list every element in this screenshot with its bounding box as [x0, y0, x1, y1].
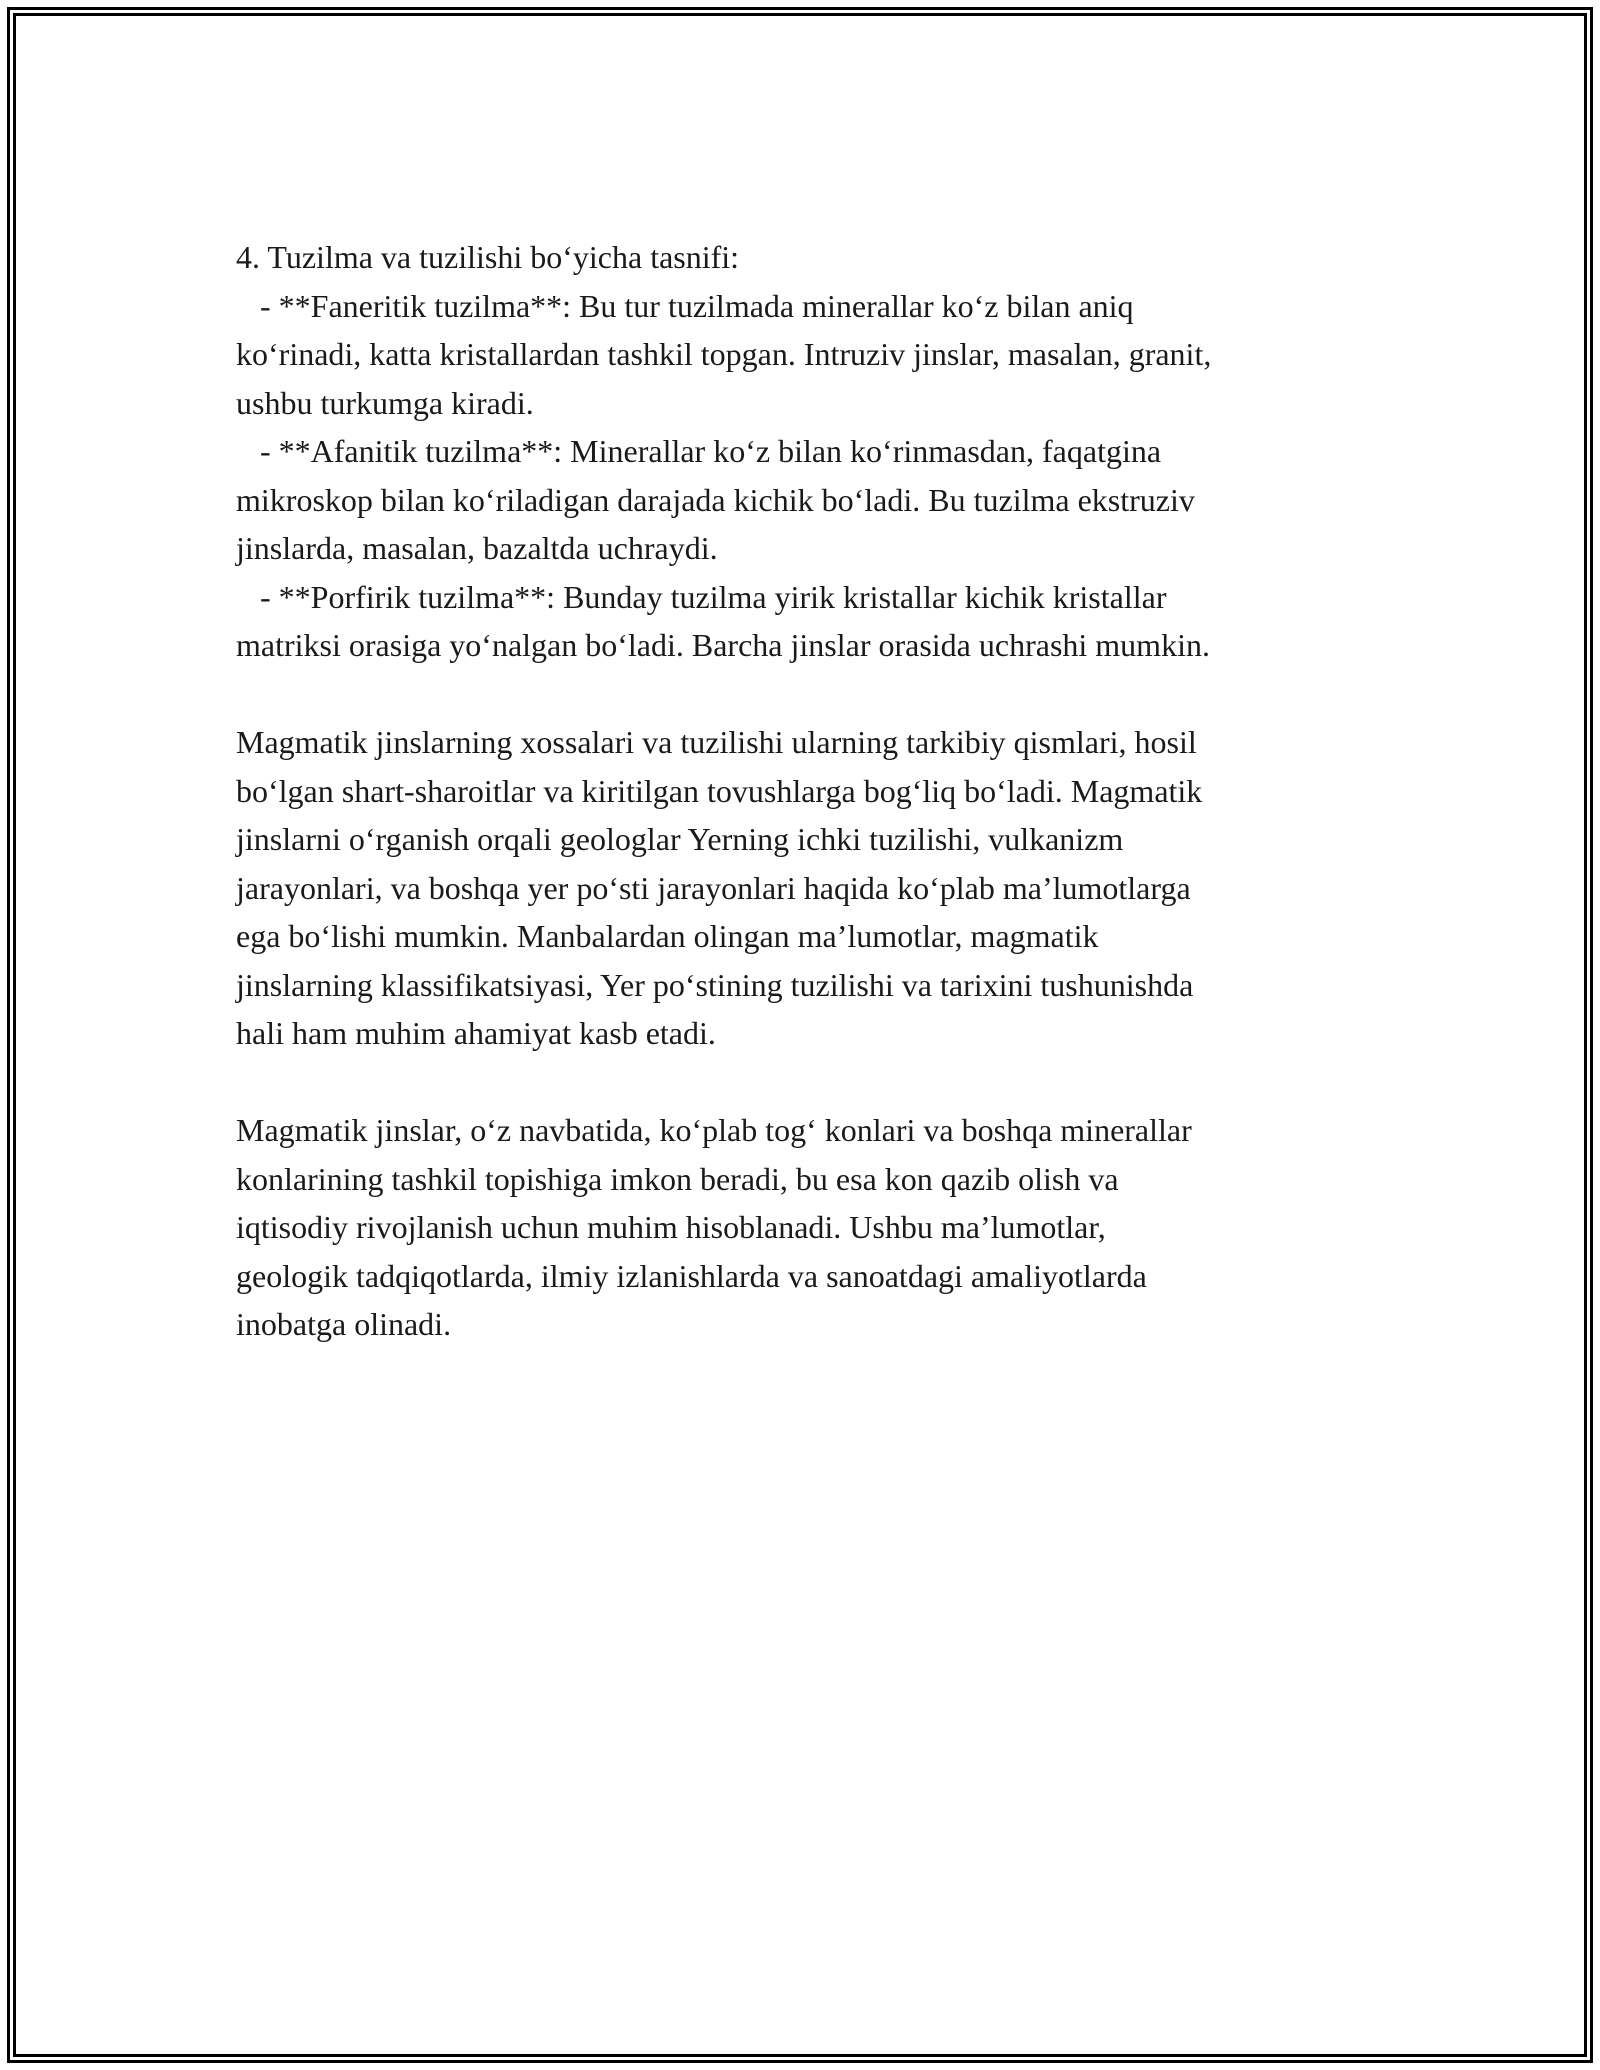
document-body: [236, 233, 1366, 1349]
text-line: jarayonlari, va boshqa yer po‘sti jarayonlari haqida ko‘plab ma’lumotlarga: [236, 869, 1191, 906]
text-line: jinslarni o‘rganish orqali geologlar Yerning ichki tuzilishi, vulkanizm: [236, 821, 1124, 857]
text-line: - **Faneritik tuzilma**: Bu tur tuzilmada minerallar ko‘z bilan aniq: [236, 287, 1134, 324]
text-line: matriksi orasiga yo‘nalgan bo‘ladi. Barcha jinslar orasida uchrashi mumkin.: [236, 627, 1210, 663]
paragraph-gap: [236, 670, 1366, 719]
text-line: ko‘rinadi, katta kristallardan tashkil topgan. Intruziv jinslar, masalan, granit,: [236, 336, 1212, 372]
text-line: mikroskop bilan ko‘riladigan darajada kichik bo‘ladi. Bu tuzilma ekstruziv: [236, 481, 1195, 518]
text-line: hali ham muhim ahamiyat kasb etadi.: [236, 1015, 716, 1051]
text-line: - **Porfirik tuzilma**: Bunday tuzilma yirik kristallar kichik kristallar: [236, 578, 1167, 615]
text-line: geologik tadqiqotlarda, ilmiy izlanishlarda va sanoatdagi amaliyotlarda: [236, 1257, 1147, 1294]
paragraph-gap: [236, 1058, 1366, 1107]
text-line: ega bo‘lishi mumkin. Manbalardan olingan ma’lumotlar, magmatik: [236, 918, 1099, 954]
section-classification: [236, 233, 1366, 670]
text-line: bo‘lgan shart-sharoitlar va kiritilgan tovushlarga bog‘liq bo‘ladi. Magmatik: [236, 772, 1203, 809]
paragraph-properties: [236, 718, 1366, 1058]
text-line: iqtisodiy rivojlanish uchun muhim hisoblanadi. Ushbu ma’lumotlar,: [236, 1209, 1106, 1245]
text-line: - **Afanitik tuzilma**: Minerallar ko‘z bilan ko‘rinmasdan, faqatgina: [236, 433, 1162, 469]
text-line: ushbu turkumga kiradi.: [236, 384, 534, 421]
text-line: Magmatik jinslar, o‘z navbatida, ko‘plab tog‘ konlari va boshqa minerallar: [236, 1112, 1192, 1148]
text-line: inobatga olinadi.: [236, 1306, 452, 1342]
paragraph-deposits: [236, 1106, 1366, 1349]
section-heading: 4. Tuzilma va tuzilishi bo‘yicha tasnifi:: [236, 239, 740, 275]
text-line: jinslarning klassifikatsiyasi, Yer po‘stining tuzilishi va tarixini tushunishda: [236, 966, 1194, 1003]
text-line: jinslarda, masalan, bazaltda uchraydi.: [236, 530, 718, 566]
text-line: konlarining tashkil topishiga imkon beradi, bu esa kon qazib olish va: [236, 1160, 1119, 1197]
text-line: Magmatik jinslarning xossalari va tuzilishi ularning tarkibiy qismlari, hosil: [236, 724, 1197, 760]
